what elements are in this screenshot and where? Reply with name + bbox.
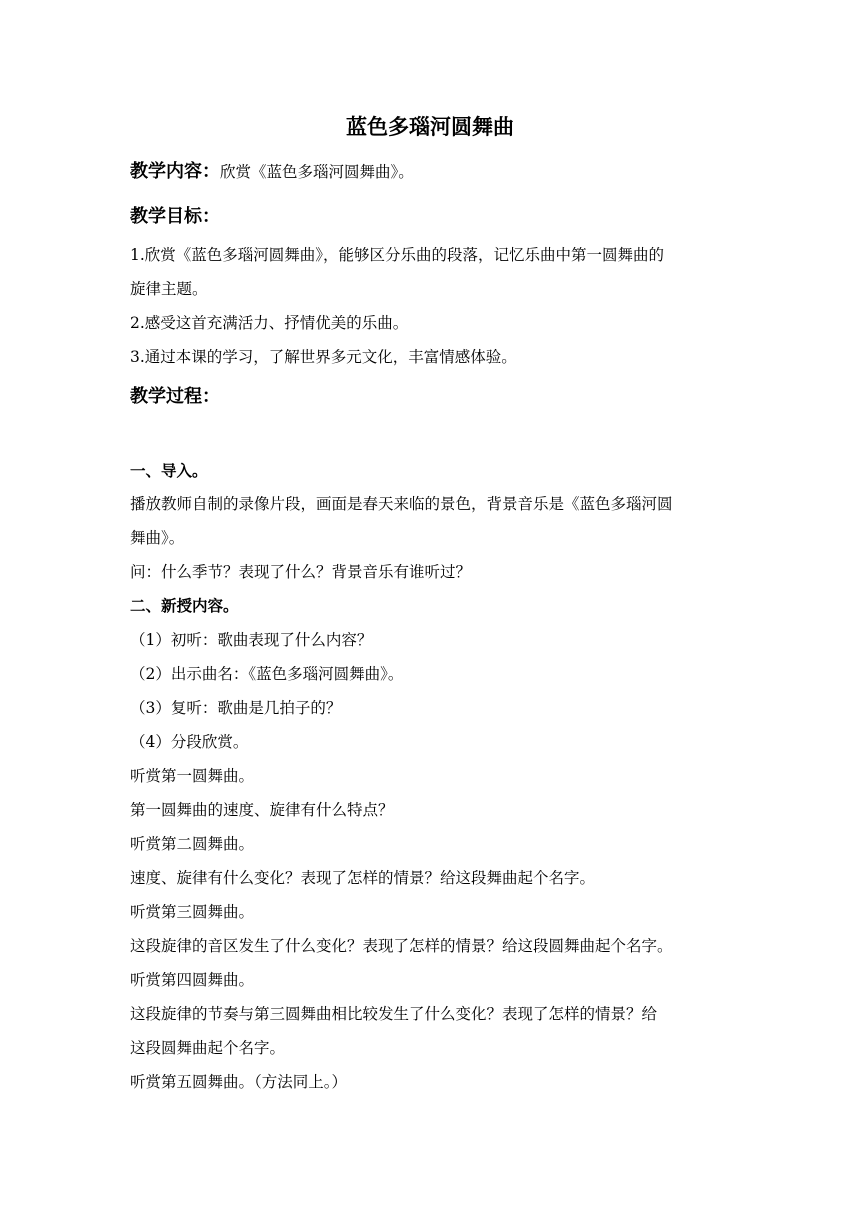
section-1-line: 问：什么季节？表现了什么？背景音乐有谁听过？: [130, 563, 472, 581]
goal-line-3: 3.通过本课的学习，了解世界多元文化，丰富情感体验。: [130, 348, 517, 366]
goal-line-1-cont: 旋律主题。: [130, 280, 208, 298]
section-2-line: 听赏第三圆舞曲。: [130, 903, 255, 921]
section-2-line: 速度、旋律有什么变化？表现了怎样的情景？给这段舞曲起个名字。: [130, 869, 596, 887]
section-2-line: 这段旋律的音区发生了什么变化？表现了怎样的情景？给这段圆舞曲起个名字。: [130, 937, 673, 955]
section-2-line: 听赏第四圆舞曲。: [130, 971, 255, 989]
teaching-content-text: 欣赏《蓝色多瑙河圆舞曲》。: [220, 163, 414, 181]
section-2-line: （1）初听：歌曲表现了什么内容？: [130, 631, 373, 649]
document-title: 蓝色多瑙河圆舞曲: [346, 115, 514, 139]
goal-line-2: 2.感受这首充满活力、抒情优美的乐曲。: [130, 314, 409, 332]
section-2-line: （4）分段欣赏。: [130, 733, 249, 751]
section-2-line: 听赏第五圆舞曲。（方法同上。）: [130, 1073, 348, 1091]
section-2-line: （3）复听：歌曲是几拍子的？: [130, 699, 342, 717]
section-1-heading: 一、导入。: [130, 462, 208, 480]
section-2-line: 听赏第二圆舞曲。: [130, 835, 255, 853]
teaching-process-heading: 教学过程：: [130, 386, 220, 407]
section-2-line: 第一圆舞曲的速度、旋律有什么特点？: [130, 801, 394, 819]
section-1-line: 舞曲》。: [130, 529, 185, 547]
section-2-line: （2）出示曲名：《蓝色多瑙河圆舞曲》。: [130, 665, 404, 683]
teaching-content-line: [130, 160, 740, 184]
goal-line-1: 1.欣赏《蓝色多瑙河圆舞曲》，能够区分乐曲的段落，记忆乐曲中第一圆舞曲的: [130, 246, 665, 264]
section-2-line: 这段旋律的节奏与第三圆舞曲相比较发生了什么变化？表现了怎样的情景？给: [130, 1005, 658, 1023]
section-2-line: 这段圆舞曲起个名字。: [130, 1039, 286, 1057]
teaching-content-label: 教学内容：: [130, 161, 220, 182]
teaching-goals-heading: 教学目标：: [130, 206, 220, 227]
section-2-heading: 二、新授内容。: [130, 597, 239, 615]
section-2-line: 听赏第一圆舞曲。: [130, 767, 255, 785]
section-1-line: 播放教师自制的录像片段，画面是春天来临的景色，背景音乐是《蓝色多瑙河圆: [130, 495, 673, 513]
